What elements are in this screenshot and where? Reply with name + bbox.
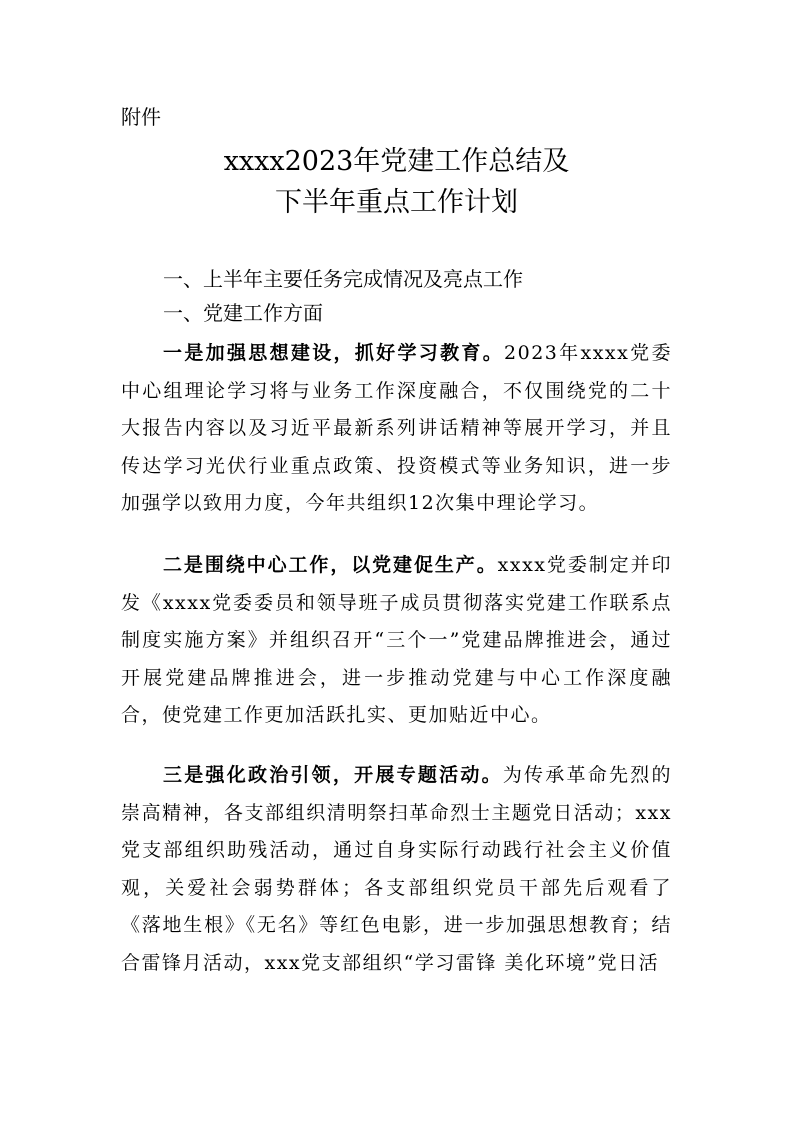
paragraph-3 [121, 757, 672, 982]
attachment-label: 附件 [121, 105, 161, 129]
document-title-line-1: xxxx2023年党建工作总结及 [223, 146, 570, 177]
subsection-heading: 一、党建工作方面 [163, 301, 323, 325]
paragraph-3-lead: 三是强化政治引领，开展专题活动。 [163, 764, 503, 786]
paragraph-2 [121, 547, 672, 735]
paragraph-3-text: 为传承革命先烈的崇高精神，各支部组织清明祭扫革命烈士主题党日活动；xxx党支部组织助残活动，通过自身实际行动践行社会主义价值观，关爱社会弱势群体；各支部组织党员干部先后观看了《落地生根》《无名》等红色电影，进一步加强思想教育；结合雷锋月活动，xxx党支部组织“学习雷锋 美化环境”党日活 [121, 764, 672, 974]
paragraph-1 [121, 335, 672, 523]
document-title-line-2: 下半年重点工作计划 [275, 187, 518, 218]
paragraph-1-lead: 一是加强思想建设，抓好学习教育。 [163, 342, 505, 364]
paragraph-2-text: xxxx党委制定并印发《xxxx党委委员和领导班子成员贯彻落实党建工作联系点制度实施方案》并组织召开“三个一”党建品牌推进会，通过开展党建品牌推进会，进一步推动党建与中心工作深度融合，使党建工作更加活跃扎实、更加贴近中心。 [121, 554, 672, 726]
paragraph-1-text: 2023年xxxx党委中心组理论学习将与业务工作深度融合，不仅围绕党的二十大报告内容以及习近平最新系列讲话精神等展开学习，并且传达学习光伏行业重点政策、投资模式等业务知识，进一步加强学以致用力度，今年共组织12次集中理论学习。 [121, 342, 672, 514]
paragraph-2-lead: 二是围绕中心工作，以党建促生产。 [163, 554, 498, 576]
section-heading: 一、上半年主要任务完成情况及亮点工作 [163, 267, 523, 291]
